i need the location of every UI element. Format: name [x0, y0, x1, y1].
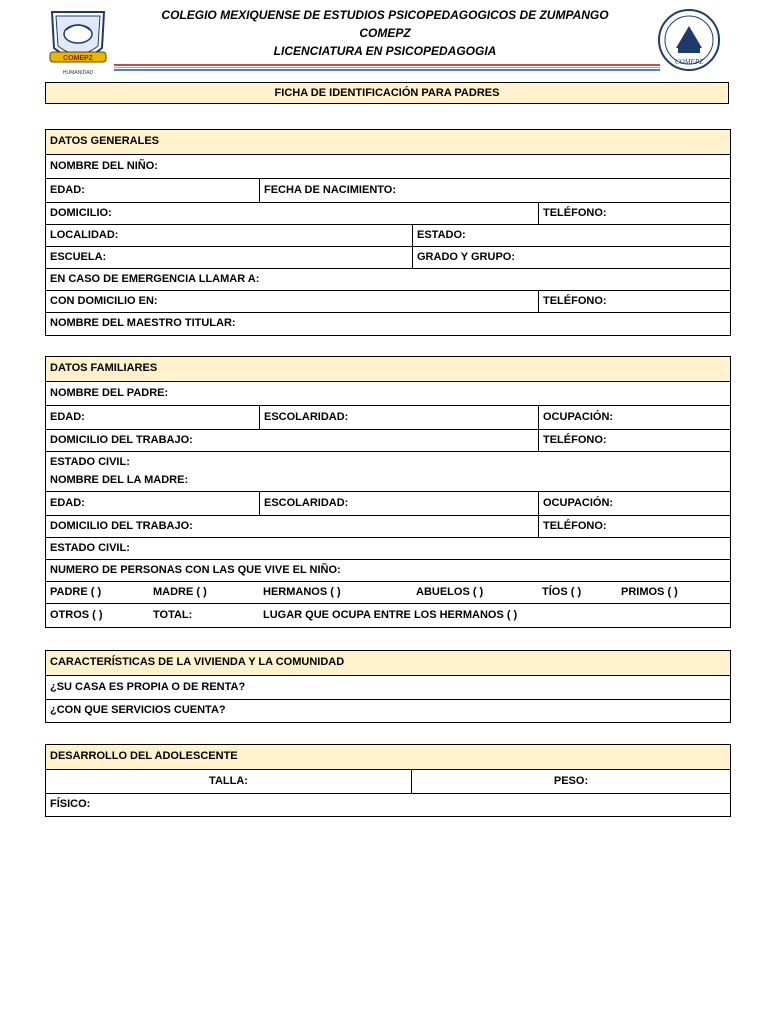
nombre-padre-field[interactable]: NOMBRE DEL PADRE: [50, 387, 169, 399]
svg-text:HUMANIDAD: HUMANIDAD [62, 70, 94, 76]
escuela-field[interactable]: ESCUELA: [50, 251, 107, 263]
form-row [46, 178, 730, 202]
section-datos-generales [45, 129, 731, 336]
section-heading-row [46, 745, 730, 769]
form-row [46, 381, 730, 405]
section-heading: DATOS GENERALES [50, 135, 159, 147]
header-rule-red [114, 64, 660, 66]
form-row [46, 515, 730, 537]
header-rule-orange [114, 67, 660, 68]
form-row [46, 471, 730, 491]
form-row [46, 603, 730, 627]
emergencia-field[interactable]: EN CASO DE EMERGENCIA LLAMAR A: [50, 273, 260, 285]
section-datos-familiares [45, 356, 731, 628]
otros-check[interactable]: OTROS ( ) [50, 609, 103, 621]
escolaridad-padre-field[interactable]: ESCOLARIDAD: [259, 406, 538, 429]
form-row [46, 154, 730, 178]
con-domicilio-field[interactable]: CON DOMICILIO EN: [50, 295, 158, 307]
total-field[interactable]: TOTAL: [153, 609, 193, 621]
svg-text:COMEPZ: COMEPZ [63, 55, 93, 62]
form-row [46, 581, 730, 603]
domicilio-trabajo-madre-field[interactable]: DOMICILIO DEL TRABAJO: [50, 520, 193, 532]
school-name: COLEGIO MEXIQUENSE DE ESTUDIOS PSICOPEDAGOGICOS DE ZUMPANGO [161, 8, 609, 22]
svg-text:COMEPZ: COMEPZ [675, 58, 703, 66]
form-row [46, 559, 730, 581]
form-row [46, 290, 730, 312]
lugar-hermanos-field[interactable]: LUGAR QUE OCUPA ENTRE LOS HERMANOS ( ) [263, 609, 518, 621]
form-row [46, 675, 730, 699]
telefono-emergencia-field[interactable]: TELÉFONO: [538, 291, 730, 312]
form-row [46, 312, 730, 335]
form-row [46, 699, 730, 722]
form-row [46, 491, 730, 515]
section-heading: CARACTERÍSTICAS DE LA VIVIENDA Y LA COMUNIDAD [50, 656, 345, 668]
fecha-nacimiento-field[interactable]: FECHA DE NACIMIENTO: [259, 179, 730, 202]
section-desarrollo [45, 744, 731, 817]
servicios-field[interactable]: ¿CON QUE SERVICIOS CUENTA? [50, 704, 226, 716]
section-heading: DATOS FAMILIARES [50, 362, 158, 374]
form-row [46, 224, 730, 246]
casa-propia-field[interactable]: ¿SU CASA ES PROPIA O DE RENTA? [50, 681, 246, 693]
form-row [46, 769, 730, 793]
domicilio-trabajo-padre-field[interactable]: DOMICILIO DEL TRABAJO: [50, 434, 193, 446]
estado-civil-madre-field[interactable]: ESTADO CIVIL: [50, 542, 130, 554]
numero-personas-field[interactable]: NUMERO DE PERSONAS CON LAS QUE VIVE EL NIÑO: [50, 564, 341, 576]
localidad-field[interactable]: LOCALIDAD: [50, 229, 119, 241]
section-heading: DESARROLLO DEL ADOLESCENTE [50, 750, 238, 762]
edad-padre-field[interactable]: EDAD: [50, 411, 85, 423]
padre-check[interactable]: PADRE ( ) [50, 586, 102, 598]
form-row [46, 793, 730, 816]
estado-civil-padre-field[interactable]: ESTADO CIVIL: [50, 456, 130, 468]
fisico-field[interactable]: FÍSICO: [50, 798, 91, 810]
grado-grupo-field[interactable]: GRADO Y GRUPO: [412, 247, 730, 268]
edad-field[interactable]: EDAD: [50, 184, 85, 196]
primos-check[interactable]: PRIMOS ( ) [621, 586, 678, 598]
section-heading-row [46, 130, 730, 154]
estado-field[interactable]: ESTADO: [412, 225, 730, 246]
institution-seal-logo [656, 8, 722, 72]
form-row [46, 429, 730, 451]
tios-check[interactable]: TÍOS ( ) [542, 586, 582, 598]
hermanos-check[interactable]: HERMANOS ( ) [263, 586, 341, 598]
form-title: FICHA DE IDENTIFICACIÓN PARA PADRES [45, 82, 729, 104]
ocupacion-padre-field[interactable]: OCUPACIÓN: [538, 406, 730, 429]
telefono-padre-field[interactable]: TELÉFONO: [538, 430, 730, 451]
school-acronym: COMEPZ [359, 26, 411, 40]
madre-check[interactable]: MADRE ( ) [153, 586, 207, 598]
school-crest-logo [44, 6, 112, 78]
escolaridad-madre-field[interactable]: ESCOLARIDAD: [259, 492, 538, 515]
form-row [46, 246, 730, 268]
telefono-field[interactable]: TELÉFONO: [538, 203, 730, 224]
form-row [46, 405, 730, 429]
domicilio-field[interactable]: DOMICILIO: [50, 207, 112, 219]
section-heading-row [46, 357, 730, 381]
abuelos-check[interactable]: ABUELOS ( ) [416, 586, 484, 598]
nombre-nino-field[interactable]: NOMBRE DEL NIÑO: [50, 160, 158, 172]
section-vivienda [45, 650, 731, 723]
form-row [46, 451, 730, 471]
form-row [46, 268, 730, 290]
ocupacion-madre-field[interactable]: OCUPACIÓN: [538, 492, 730, 515]
nombre-madre-field[interactable]: NOMBRE DEL LA MADRE: [50, 474, 189, 486]
form-row [46, 537, 730, 559]
section-heading-row [46, 651, 730, 675]
peso-field[interactable]: PESO: [411, 770, 730, 793]
talla-field[interactable]: TALLA: [209, 775, 248, 787]
telefono-madre-field[interactable]: TELÉFONO: [538, 516, 730, 537]
header-rule-blue [114, 69, 660, 71]
program-name: LICENCIATURA EN PSICOPEDAGOGIA [273, 44, 497, 58]
form-row [46, 202, 730, 224]
edad-madre-field[interactable]: EDAD: [50, 497, 85, 509]
maestro-titular-field[interactable]: NOMBRE DEL MAESTRO TITULAR: [50, 317, 236, 329]
